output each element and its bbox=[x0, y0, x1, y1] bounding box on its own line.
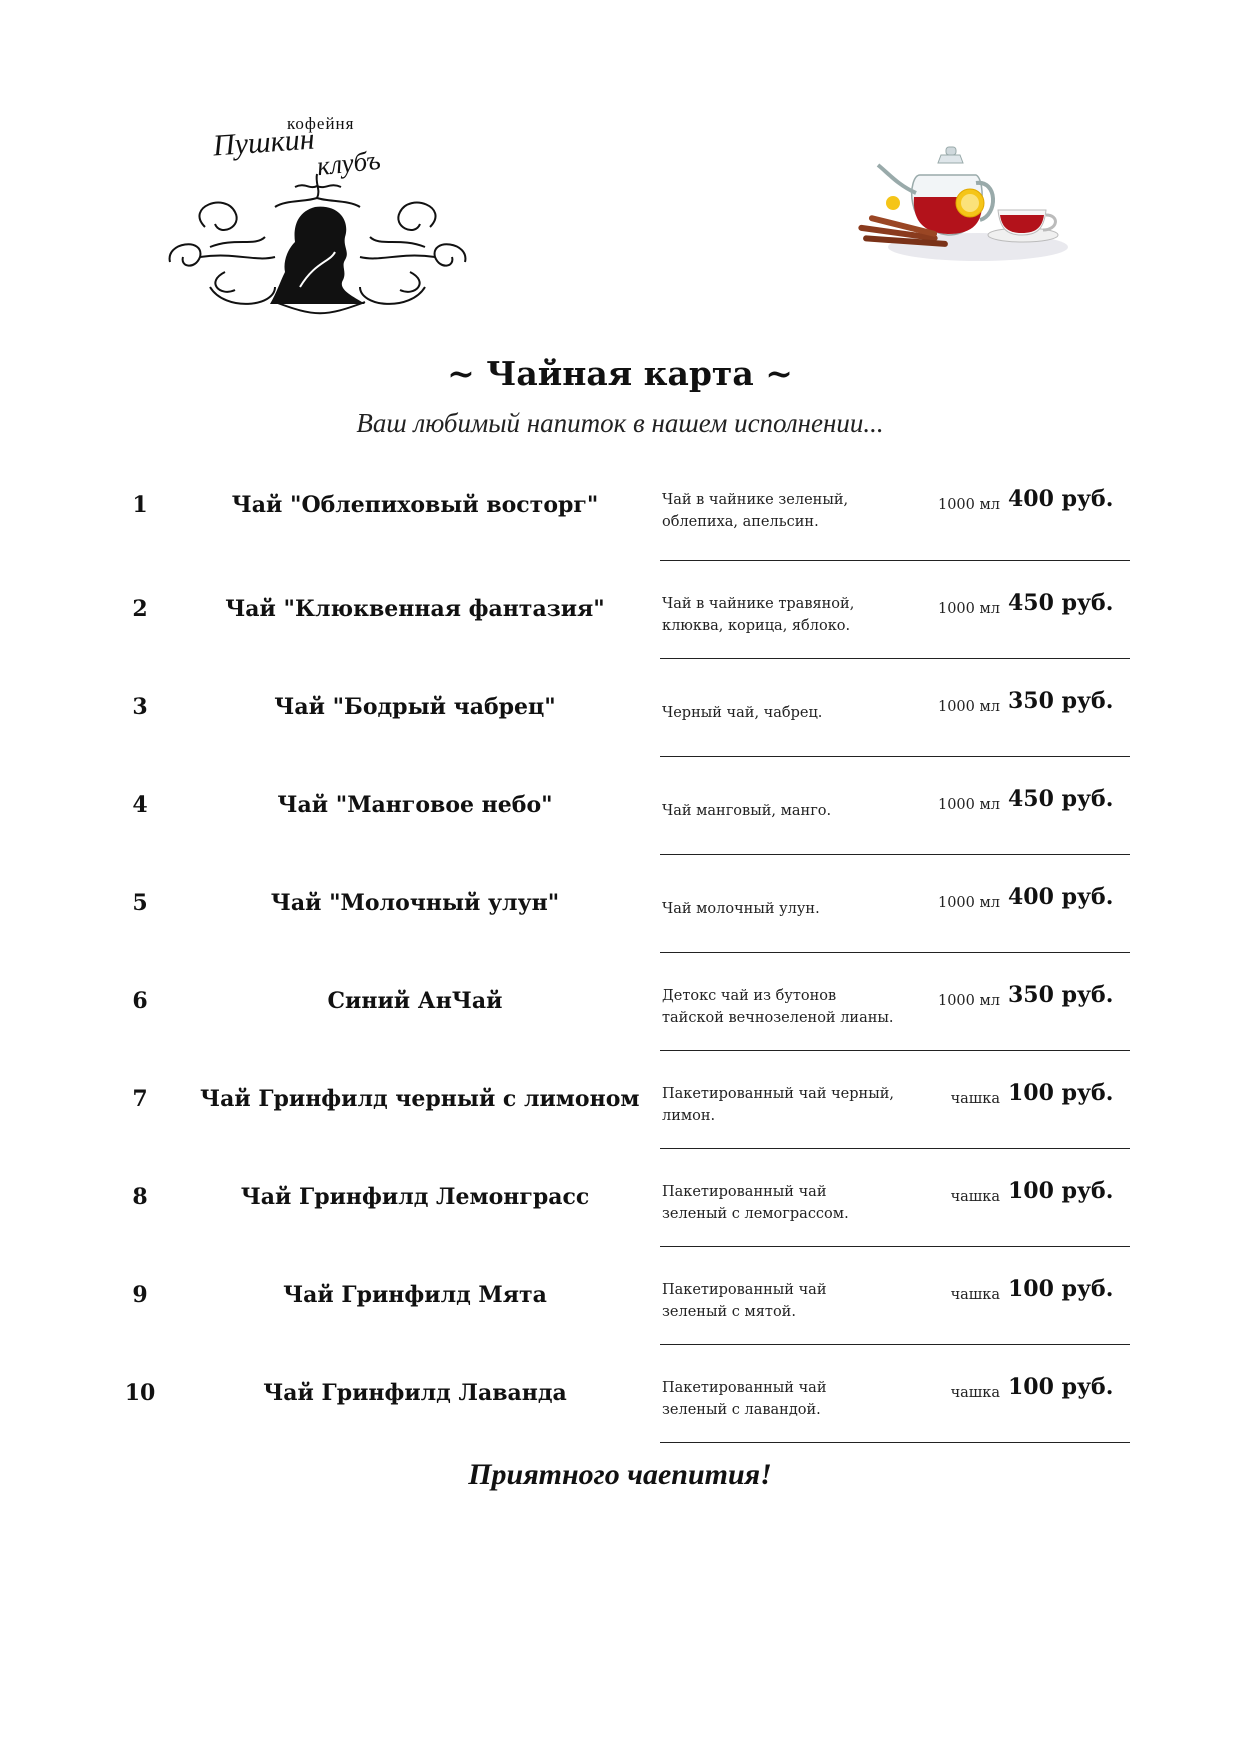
item-description bbox=[662, 800, 922, 822]
menu-item bbox=[0, 982, 1240, 1086]
description-line: клюква, корица, яблоко. bbox=[662, 618, 851, 634]
menu-item bbox=[0, 1276, 1240, 1380]
description-line: Чай в чайнике травяной, bbox=[662, 596, 855, 612]
description-line: тайской вечнозеленой лианы. bbox=[662, 1010, 894, 1026]
teapot-image bbox=[858, 135, 1068, 270]
menu-item bbox=[0, 590, 1240, 694]
description-line: Чай манговый, манго. bbox=[662, 803, 832, 819]
description-line: лимон. bbox=[662, 1108, 716, 1124]
item-name: Чай Гринфилд Лаванда bbox=[263, 1380, 567, 1406]
menu-item bbox=[0, 486, 1240, 590]
row-divider bbox=[660, 560, 1130, 561]
item-volume: 1000 мл bbox=[937, 601, 1000, 617]
item-name: Чай "Манговое небо" bbox=[277, 792, 553, 818]
row-divider bbox=[660, 658, 1130, 659]
item-number: 1 bbox=[132, 492, 148, 518]
item-description bbox=[662, 898, 922, 920]
item-name: Чай "Клюквенная фантазия" bbox=[225, 596, 605, 622]
menu-item bbox=[0, 884, 1240, 988]
description-line: Пакетированный чай черный, bbox=[662, 1086, 895, 1102]
logo-small-word: кофейня bbox=[287, 114, 355, 133]
row-divider bbox=[660, 854, 1130, 855]
menu-item bbox=[0, 1178, 1240, 1282]
item-volume: чашка bbox=[950, 1385, 1000, 1401]
item-name: Чай Гринфилд Лемонграсс bbox=[240, 1184, 590, 1210]
item-volume: чашка bbox=[950, 1287, 1000, 1303]
row-divider bbox=[660, 1344, 1130, 1345]
item-volume: 1000 мл bbox=[937, 699, 1000, 715]
page-subtitle: Ваш любимый напиток в нашем исполнении... bbox=[356, 408, 884, 438]
item-price: 100 руб. bbox=[1008, 1374, 1114, 1400]
item-description bbox=[662, 702, 922, 724]
item-description bbox=[662, 593, 922, 637]
item-number: 4 bbox=[132, 792, 148, 818]
description-line: облепиха, апельсин. bbox=[662, 514, 819, 530]
item-name: Чай "Бодрый чабрец" bbox=[274, 694, 556, 720]
item-name: Чай "Молочный улун" bbox=[270, 890, 560, 916]
cafe-logo bbox=[165, 112, 470, 317]
item-number: 10 bbox=[124, 1380, 156, 1406]
item-number: 3 bbox=[132, 694, 148, 720]
description-line: зеленый с лемограссом. bbox=[662, 1206, 849, 1222]
item-description bbox=[662, 1279, 922, 1323]
row-divider bbox=[660, 756, 1130, 757]
item-number: 5 bbox=[132, 890, 148, 916]
item-number: 6 bbox=[132, 988, 148, 1014]
menu-item bbox=[0, 1080, 1240, 1184]
item-description bbox=[662, 985, 922, 1029]
item-description bbox=[662, 1377, 922, 1421]
item-name: Чай Гринфилд черный с лимоном bbox=[200, 1086, 640, 1112]
item-price: 400 руб. bbox=[1008, 486, 1114, 512]
item-price: 100 руб. bbox=[1008, 1080, 1114, 1106]
footer-note: Приятного чаепития! bbox=[468, 1458, 772, 1491]
description-line: Чай в чайнике зеленый, bbox=[662, 492, 849, 508]
item-description bbox=[662, 1181, 922, 1225]
description-line: Пакетированный чай bbox=[662, 1380, 827, 1396]
item-price: 400 руб. bbox=[1008, 884, 1114, 910]
menu-item bbox=[0, 688, 1240, 792]
logo-ornament bbox=[165, 112, 470, 317]
logo-word-club: клубъ bbox=[315, 144, 382, 182]
item-volume: 1000 мл bbox=[937, 993, 1000, 1009]
item-volume: чашка bbox=[950, 1189, 1000, 1205]
logo-word-pushkin: Пушкин bbox=[211, 122, 316, 163]
item-description bbox=[662, 489, 922, 533]
item-price: 100 руб. bbox=[1008, 1178, 1114, 1204]
item-volume: 1000 мл bbox=[937, 797, 1000, 813]
item-price: 350 руб. bbox=[1008, 688, 1114, 714]
row-divider bbox=[660, 1442, 1130, 1443]
description-line: Черный чай, чабрец. bbox=[662, 705, 823, 721]
item-price: 450 руб. bbox=[1008, 590, 1114, 616]
description-line: зеленый с лавандой. bbox=[662, 1402, 821, 1418]
item-number: 2 bbox=[132, 596, 148, 622]
description-line: Пакетированный чай bbox=[662, 1282, 827, 1298]
description-line: зеленый с мятой. bbox=[662, 1304, 796, 1320]
row-divider bbox=[660, 1148, 1130, 1149]
item-number: 8 bbox=[132, 1184, 148, 1210]
item-description bbox=[662, 1083, 922, 1127]
row-divider bbox=[660, 1246, 1130, 1247]
row-divider bbox=[660, 952, 1130, 953]
page-title: ~ Чайная карта ~ bbox=[447, 354, 793, 393]
menu-item bbox=[0, 786, 1240, 890]
item-volume: 1000 мл bbox=[937, 895, 1000, 911]
item-price: 100 руб. bbox=[1008, 1276, 1114, 1302]
item-volume: чашка bbox=[950, 1091, 1000, 1107]
description-line: Детокс чай из бутонов bbox=[662, 988, 837, 1004]
row-divider bbox=[660, 1050, 1130, 1051]
item-name: Чай Гринфилд Мята bbox=[283, 1282, 547, 1308]
item-number: 7 bbox=[132, 1086, 148, 1112]
item-volume: 1000 мл bbox=[937, 497, 1000, 513]
description-line: Пакетированный чай bbox=[662, 1184, 827, 1200]
item-price: 350 руб. bbox=[1008, 982, 1114, 1008]
item-price: 450 руб. bbox=[1008, 786, 1114, 812]
item-number: 9 bbox=[132, 1282, 148, 1308]
item-name: Чай "Облепиховый восторг" bbox=[231, 492, 599, 518]
description-line: Чай молочный улун. bbox=[662, 901, 820, 917]
item-name: Синий АнЧай bbox=[327, 988, 503, 1014]
